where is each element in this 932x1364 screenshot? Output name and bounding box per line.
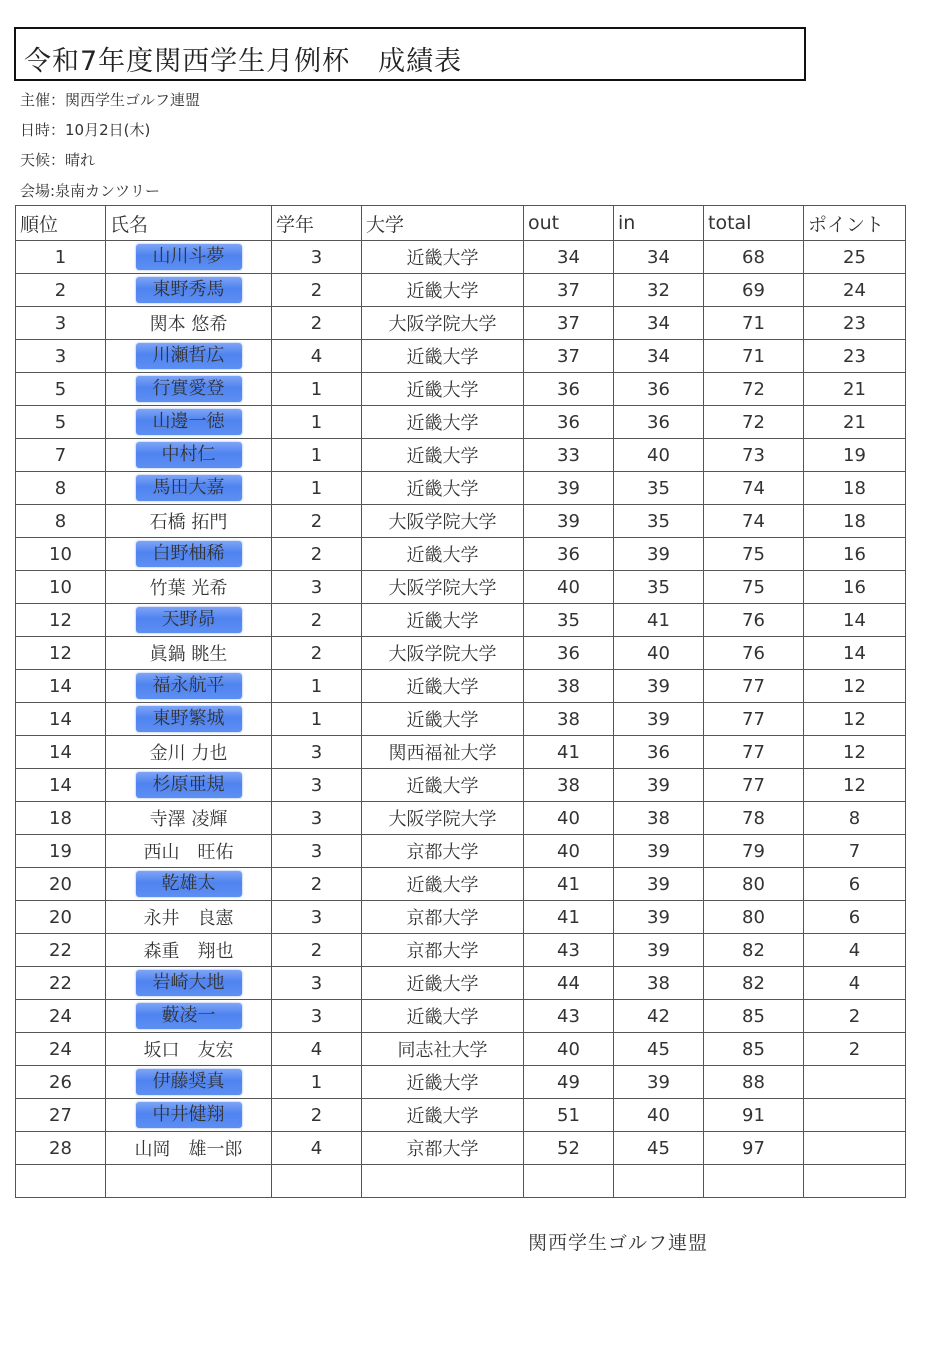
university-cell: 関西福祉大学	[362, 736, 524, 769]
rank-cell: 20	[16, 901, 106, 934]
total-cell: 75	[704, 538, 804, 571]
rank-cell: 24	[16, 1033, 106, 1066]
points-cell: 6	[804, 868, 906, 901]
year-cell: 2	[272, 1099, 362, 1132]
highlighted-name: 東野繁城	[136, 706, 242, 732]
university-cell: 大阪学院大学	[362, 637, 524, 670]
name-cell: 森重 翔也	[106, 934, 272, 967]
header-university: 大学	[362, 206, 524, 241]
total-cell: 80	[704, 868, 804, 901]
university-cell: 近畿大学	[362, 1066, 524, 1099]
rank-cell: 3	[16, 307, 106, 340]
in-cell: 45	[614, 1132, 704, 1165]
table-row	[16, 1132, 906, 1165]
header-year: 学年	[272, 206, 362, 241]
points-cell: 12	[804, 736, 906, 769]
out-cell: 49	[524, 1066, 614, 1099]
date-line: 日時：10月2日(木)	[20, 121, 151, 139]
total-cell: 91	[704, 1099, 804, 1132]
year-cell: 1	[272, 1066, 362, 1099]
in-cell: 39	[614, 538, 704, 571]
venue-line: 会場:泉南カンツリー	[20, 182, 161, 200]
rank-cell: 7	[16, 439, 106, 472]
rank-cell: 3	[16, 340, 106, 373]
points-cell: 6	[804, 901, 906, 934]
table-row	[16, 670, 906, 703]
total-cell: 85	[704, 1033, 804, 1066]
points-cell	[804, 1165, 906, 1198]
year-cell: 3	[272, 967, 362, 1000]
name-cell	[106, 868, 272, 901]
header-row	[16, 206, 906, 241]
in-cell: 39	[614, 934, 704, 967]
table-row	[16, 769, 906, 802]
header-in: in	[614, 206, 704, 241]
table-row	[16, 802, 906, 835]
table-row	[16, 505, 906, 538]
in-cell: 34	[614, 241, 704, 274]
out-cell: 37	[524, 340, 614, 373]
points-cell: 12	[804, 769, 906, 802]
year-cell: 1	[272, 472, 362, 505]
university-cell: 大阪学院大学	[362, 571, 524, 604]
year-cell: 4	[272, 1033, 362, 1066]
total-cell: 69	[704, 274, 804, 307]
points-cell: 14	[804, 637, 906, 670]
table-row	[16, 307, 906, 340]
name-cell	[106, 967, 272, 1000]
in-cell: 40	[614, 637, 704, 670]
highlighted-name: 行實愛登	[136, 376, 242, 402]
header-rank: 順位	[16, 206, 106, 241]
table-row	[16, 736, 906, 769]
table-row	[16, 604, 906, 637]
table-row	[16, 274, 906, 307]
header-total: total	[704, 206, 804, 241]
in-cell: 39	[614, 901, 704, 934]
points-cell: 24	[804, 274, 906, 307]
year-cell: 1	[272, 703, 362, 736]
year-cell: 2	[272, 274, 362, 307]
highlighted-name: 天野昴	[136, 607, 242, 633]
points-cell: 2	[804, 1000, 906, 1033]
results-body	[16, 241, 906, 1198]
highlighted-name: 杉原亜規	[136, 772, 242, 798]
in-cell: 36	[614, 736, 704, 769]
highlighted-name: 白野柚稀	[136, 541, 242, 567]
table-row	[16, 1066, 906, 1099]
total-cell: 74	[704, 472, 804, 505]
highlighted-name: 福永航平	[136, 673, 242, 699]
table-row	[16, 868, 906, 901]
university-cell: 京都大学	[362, 1132, 524, 1165]
points-cell: 4	[804, 934, 906, 967]
rank-cell: 12	[16, 604, 106, 637]
in-cell: 42	[614, 1000, 704, 1033]
highlighted-name: 乾雄太	[136, 871, 242, 897]
organizer-line: 主催：関西学生ゴルフ連盟	[20, 91, 201, 109]
rank-cell: 12	[16, 637, 106, 670]
total-cell: 77	[704, 736, 804, 769]
total-cell: 82	[704, 934, 804, 967]
university-cell: 近畿大学	[362, 439, 524, 472]
year-cell: 2	[272, 934, 362, 967]
out-cell: 40	[524, 835, 614, 868]
year-cell: 3	[272, 241, 362, 274]
rank-cell: 14	[16, 769, 106, 802]
university-cell: 近畿大学	[362, 538, 524, 571]
title-box	[14, 27, 804, 81]
in-cell: 32	[614, 274, 704, 307]
year-cell: 3	[272, 571, 362, 604]
total-cell: 78	[704, 802, 804, 835]
year-cell: 3	[272, 901, 362, 934]
rank-cell: 8	[16, 472, 106, 505]
table-row	[16, 1165, 906, 1198]
highlighted-name: 中井健翔	[136, 1102, 242, 1128]
out-cell: 41	[524, 736, 614, 769]
header-name: 氏名	[106, 206, 272, 241]
table-row	[16, 340, 906, 373]
rank-cell: 2	[16, 274, 106, 307]
total-cell: 76	[704, 604, 804, 637]
name-cell	[106, 604, 272, 637]
university-cell: 京都大学	[362, 934, 524, 967]
out-cell: 52	[524, 1132, 614, 1165]
rank-cell: 28	[16, 1132, 106, 1165]
name-cell	[106, 373, 272, 406]
year-cell: 2	[272, 604, 362, 637]
in-cell: 36	[614, 406, 704, 439]
table-row	[16, 472, 906, 505]
in-cell: 39	[614, 835, 704, 868]
university-cell: 近畿大学	[362, 373, 524, 406]
total-cell: 82	[704, 967, 804, 1000]
rank-cell: 5	[16, 373, 106, 406]
year-cell: 1	[272, 670, 362, 703]
university-cell: 近畿大学	[362, 604, 524, 637]
rank-cell: 22	[16, 934, 106, 967]
points-cell: 16	[804, 571, 906, 604]
name-cell	[106, 538, 272, 571]
results-table	[15, 205, 906, 1198]
table-row	[16, 901, 906, 934]
points-cell	[804, 1132, 906, 1165]
out-cell: 37	[524, 274, 614, 307]
total-cell: 79	[704, 835, 804, 868]
name-cell	[106, 1066, 272, 1099]
total-cell: 77	[704, 670, 804, 703]
weather-line: 天候：晴れ	[20, 151, 96, 169]
out-cell: 38	[524, 769, 614, 802]
table-row	[16, 439, 906, 472]
year-cell: 2	[272, 307, 362, 340]
table-row	[16, 538, 906, 571]
university-cell: 近畿大学	[362, 769, 524, 802]
year-cell: 2	[272, 637, 362, 670]
total-cell: 71	[704, 340, 804, 373]
rank-cell: 14	[16, 670, 106, 703]
out-cell: 40	[524, 802, 614, 835]
points-cell: 8	[804, 802, 906, 835]
out-cell	[524, 1165, 614, 1198]
highlighted-name: 山川斗夢	[136, 244, 242, 270]
out-cell: 39	[524, 505, 614, 538]
rank-cell: 10	[16, 538, 106, 571]
total-cell: 75	[704, 571, 804, 604]
year-cell: 3	[272, 736, 362, 769]
in-cell: 40	[614, 1099, 704, 1132]
out-cell: 41	[524, 868, 614, 901]
out-cell: 36	[524, 373, 614, 406]
out-cell: 44	[524, 967, 614, 1000]
points-cell: 14	[804, 604, 906, 637]
highlighted-name: 中村仁	[136, 442, 242, 468]
points-cell	[804, 1066, 906, 1099]
table-row	[16, 934, 906, 967]
in-cell: 40	[614, 439, 704, 472]
rank-cell: 18	[16, 802, 106, 835]
name-cell	[106, 1099, 272, 1132]
in-cell: 39	[614, 769, 704, 802]
rank-cell: 14	[16, 703, 106, 736]
name-cell: 石橋 拓門	[106, 505, 272, 538]
points-cell: 21	[804, 373, 906, 406]
document-title: 令和7年度関西学生月例杯 成績表	[24, 46, 463, 77]
university-cell	[362, 1165, 524, 1198]
points-cell: 25	[804, 241, 906, 274]
rank-cell: 14	[16, 736, 106, 769]
total-cell: 77	[704, 703, 804, 736]
table-row	[16, 967, 906, 1000]
table-row	[16, 373, 906, 406]
year-cell: 2	[272, 505, 362, 538]
name-cell	[106, 340, 272, 373]
year-cell: 3	[272, 769, 362, 802]
out-cell: 36	[524, 406, 614, 439]
year-cell: 3	[272, 1000, 362, 1033]
university-cell: 近畿大学	[362, 406, 524, 439]
table-row	[16, 637, 906, 670]
out-cell: 38	[524, 670, 614, 703]
in-cell: 35	[614, 505, 704, 538]
name-cell: 金川 力也	[106, 736, 272, 769]
title-box-right-bar	[804, 27, 806, 81]
in-cell: 38	[614, 802, 704, 835]
table-row	[16, 1099, 906, 1132]
in-cell	[614, 1165, 704, 1198]
total-cell: 76	[704, 637, 804, 670]
year-cell: 2	[272, 868, 362, 901]
university-cell: 同志社大学	[362, 1033, 524, 1066]
name-cell: 関本 悠希	[106, 307, 272, 340]
year-cell: 2	[272, 538, 362, 571]
university-cell: 近畿大学	[362, 274, 524, 307]
year-cell: 1	[272, 373, 362, 406]
points-cell: 4	[804, 967, 906, 1000]
highlighted-name: 山邊一徳	[136, 409, 242, 435]
highlighted-name: 藪凌一	[136, 1003, 242, 1029]
out-cell: 40	[524, 571, 614, 604]
table-row	[16, 406, 906, 439]
out-cell: 40	[524, 1033, 614, 1066]
highlighted-name: 岩崎大地	[136, 970, 242, 996]
university-cell: 大阪学院大学	[362, 802, 524, 835]
table-row	[16, 835, 906, 868]
year-cell: 1	[272, 439, 362, 472]
points-cell: 23	[804, 340, 906, 373]
university-cell: 京都大学	[362, 835, 524, 868]
name-cell: 山岡 雄一郎	[106, 1132, 272, 1165]
name-cell	[106, 1000, 272, 1033]
name-cell: 竹葉 光希	[106, 571, 272, 604]
name-cell	[106, 1165, 272, 1198]
header-out: out	[524, 206, 614, 241]
name-cell	[106, 406, 272, 439]
total-cell: 88	[704, 1066, 804, 1099]
year-cell: 1	[272, 406, 362, 439]
points-cell: 21	[804, 406, 906, 439]
rank-cell: 19	[16, 835, 106, 868]
table-row	[16, 571, 906, 604]
year-cell: 4	[272, 1132, 362, 1165]
name-cell	[106, 670, 272, 703]
university-cell: 近畿大学	[362, 340, 524, 373]
header-points: ポイント	[804, 206, 906, 241]
rank-cell: 27	[16, 1099, 106, 1132]
year-cell: 3	[272, 835, 362, 868]
rank-cell: 26	[16, 1066, 106, 1099]
name-cell: 永井 良憲	[106, 901, 272, 934]
out-cell: 41	[524, 901, 614, 934]
table-row	[16, 703, 906, 736]
year-cell	[272, 1165, 362, 1198]
total-cell: 72	[704, 373, 804, 406]
university-cell: 近畿大学	[362, 1099, 524, 1132]
university-cell: 近畿大学	[362, 967, 524, 1000]
points-cell: 19	[804, 439, 906, 472]
total-cell: 77	[704, 769, 804, 802]
in-cell: 39	[614, 868, 704, 901]
name-cell	[106, 241, 272, 274]
points-cell	[804, 1099, 906, 1132]
out-cell: 35	[524, 604, 614, 637]
points-cell: 18	[804, 472, 906, 505]
table-row	[16, 241, 906, 274]
out-cell: 34	[524, 241, 614, 274]
university-cell: 大阪学院大学	[362, 307, 524, 340]
name-cell: 坂口 友宏	[106, 1033, 272, 1066]
year-cell: 3	[272, 802, 362, 835]
rank-cell: 22	[16, 967, 106, 1000]
total-cell: 73	[704, 439, 804, 472]
highlighted-name: 東野秀馬	[136, 277, 242, 303]
points-cell: 23	[804, 307, 906, 340]
year-cell: 4	[272, 340, 362, 373]
rank-cell: 10	[16, 571, 106, 604]
in-cell: 35	[614, 571, 704, 604]
name-cell	[106, 769, 272, 802]
rank-cell: 8	[16, 505, 106, 538]
in-cell: 41	[614, 604, 704, 637]
name-cell: 寺澤 凌輝	[106, 802, 272, 835]
total-cell: 97	[704, 1132, 804, 1165]
total-cell: 72	[704, 406, 804, 439]
name-cell	[106, 703, 272, 736]
in-cell: 39	[614, 670, 704, 703]
in-cell: 45	[614, 1033, 704, 1066]
out-cell: 36	[524, 538, 614, 571]
out-cell: 43	[524, 1000, 614, 1033]
university-cell: 京都大学	[362, 901, 524, 934]
in-cell: 39	[614, 703, 704, 736]
rank-cell: 5	[16, 406, 106, 439]
out-cell: 39	[524, 472, 614, 505]
out-cell: 37	[524, 307, 614, 340]
name-cell: 西山 旺佑	[106, 835, 272, 868]
total-cell: 71	[704, 307, 804, 340]
table-row	[16, 1033, 906, 1066]
total-cell: 74	[704, 505, 804, 538]
name-cell	[106, 439, 272, 472]
highlighted-name: 川瀬哲広	[136, 343, 242, 369]
in-cell: 38	[614, 967, 704, 1000]
out-cell: 51	[524, 1099, 614, 1132]
out-cell: 36	[524, 637, 614, 670]
university-cell: 近畿大学	[362, 1000, 524, 1033]
rank-cell: 24	[16, 1000, 106, 1033]
university-cell: 近畿大学	[362, 241, 524, 274]
total-cell: 80	[704, 901, 804, 934]
points-cell: 12	[804, 670, 906, 703]
points-cell: 2	[804, 1033, 906, 1066]
rank-cell: 20	[16, 868, 106, 901]
total-cell: 85	[704, 1000, 804, 1033]
university-cell: 近畿大学	[362, 703, 524, 736]
total-cell: 68	[704, 241, 804, 274]
in-cell: 39	[614, 1066, 704, 1099]
highlighted-name: 馬田大嘉	[136, 475, 242, 501]
table-row	[16, 1000, 906, 1033]
points-cell: 12	[804, 703, 906, 736]
in-cell: 34	[614, 340, 704, 373]
out-cell: 43	[524, 934, 614, 967]
in-cell: 35	[614, 472, 704, 505]
rank-cell: 1	[16, 241, 106, 274]
footer-organizer: 関西学生ゴルフ連盟	[528, 1232, 709, 1254]
out-cell: 33	[524, 439, 614, 472]
name-cell	[106, 472, 272, 505]
university-cell: 大阪学院大学	[362, 505, 524, 538]
in-cell: 36	[614, 373, 704, 406]
out-cell: 38	[524, 703, 614, 736]
highlighted-name: 伊藤奨真	[136, 1069, 242, 1095]
university-cell: 近畿大学	[362, 868, 524, 901]
points-cell: 16	[804, 538, 906, 571]
total-cell	[704, 1165, 804, 1198]
university-cell: 近畿大学	[362, 472, 524, 505]
points-cell: 7	[804, 835, 906, 868]
university-cell: 近畿大学	[362, 670, 524, 703]
name-cell: 眞鍋 眺生	[106, 637, 272, 670]
in-cell: 34	[614, 307, 704, 340]
name-cell	[106, 274, 272, 307]
points-cell: 18	[804, 505, 906, 538]
rank-cell	[16, 1165, 106, 1198]
